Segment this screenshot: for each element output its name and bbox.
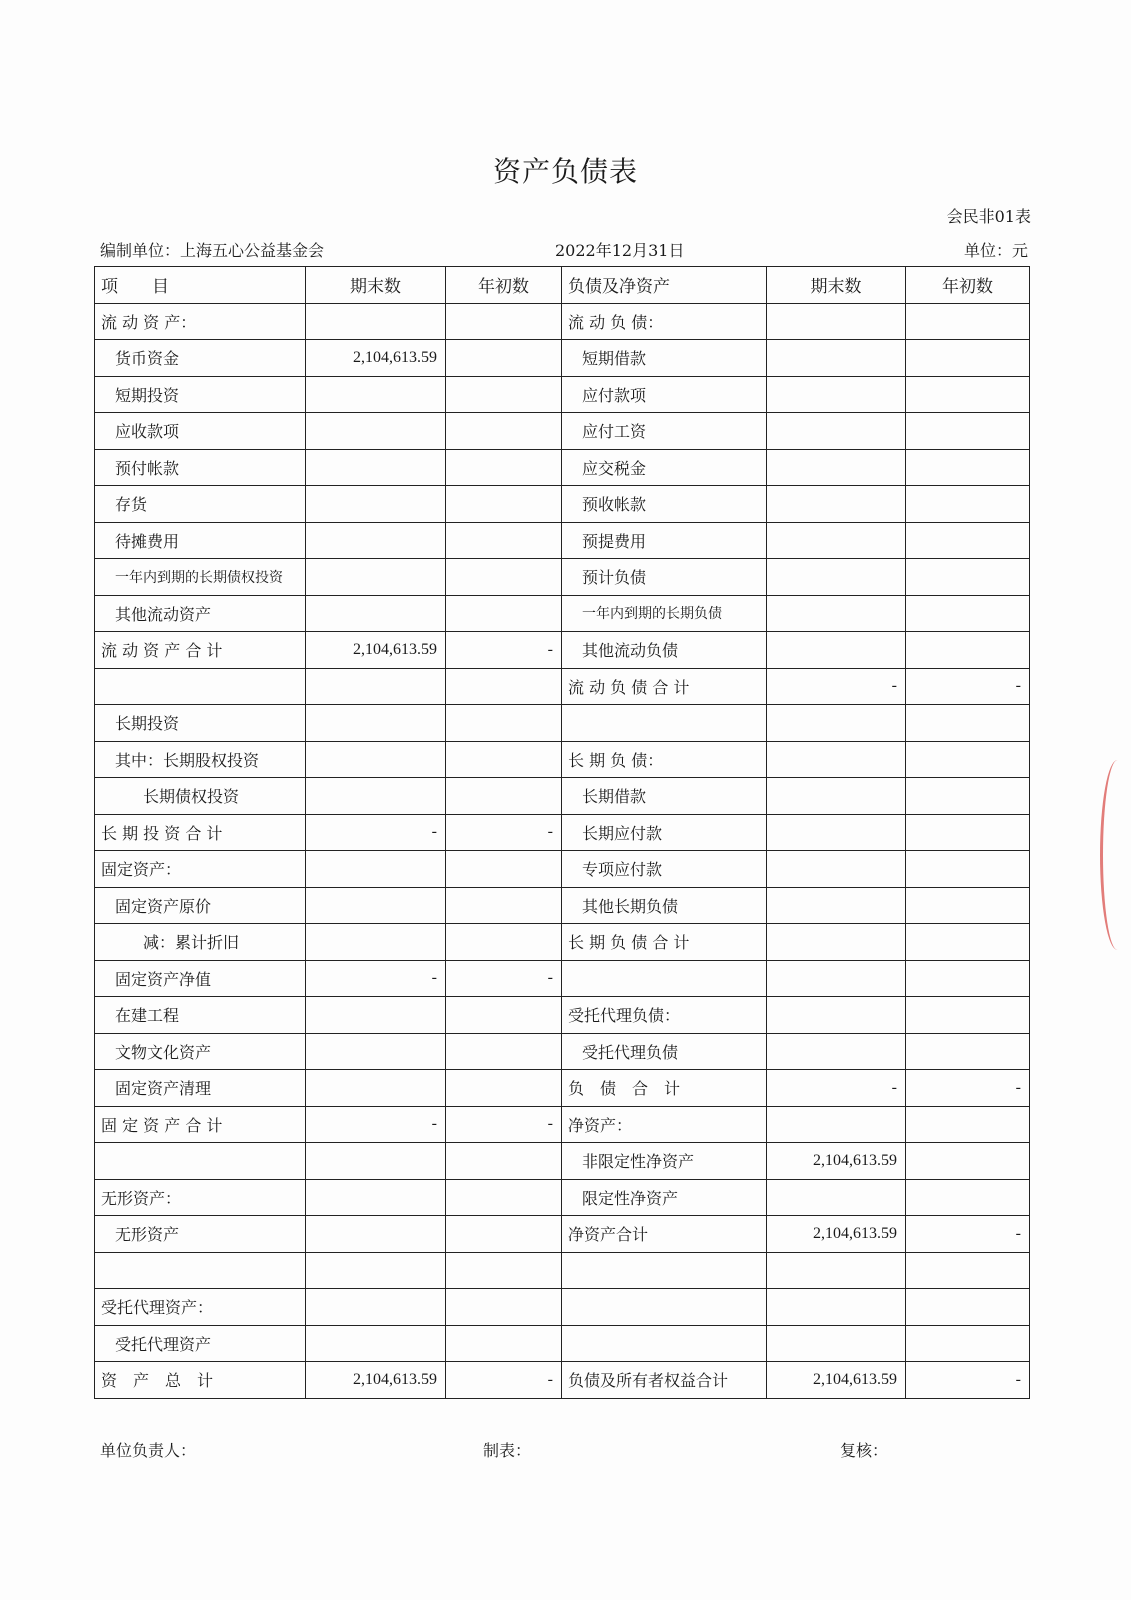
liability-item-label: 预计负债 [562,559,767,596]
liability-end-value [767,997,906,1034]
liability-end-value [767,340,906,377]
liability-end-value [767,1179,906,1216]
asset-begin-value [446,449,562,486]
liability-end-value [767,559,906,596]
asset-begin-value [446,340,562,377]
asset-begin-value [446,1179,562,1216]
liability-item-label: 受托代理负债 [562,1033,767,1070]
asset-end-value [306,851,446,888]
liability-end-value [767,1252,906,1289]
asset-item-label: 资 产 总 计 [95,1362,306,1399]
liability-begin-value [906,741,1030,778]
asset-end-value [306,924,446,961]
asset-item-label: 一年内到期的长期债权投资 [95,559,306,596]
asset-end-value [306,1216,446,1253]
table-row [95,778,1030,815]
asset-item-label: 货币资金 [95,340,306,377]
liability-end-value [767,924,906,961]
asset-end-value: - [306,814,446,851]
asset-item-label: 预付帐款 [95,449,306,486]
asset-item-label: 其中：长期股权投资 [95,741,306,778]
liability-begin-value [906,559,1030,596]
table-row [95,1252,1030,1289]
asset-item-label: 待摊费用 [95,522,306,559]
table-row [95,1143,1030,1180]
asset-item-label: 流 动 资 产： [95,303,306,340]
asset-end-value [306,486,446,523]
liability-end-value [767,486,906,523]
asset-end-value: 2,104,613.59 [306,340,446,377]
liability-begin-value [906,997,1030,1034]
header-liabilities-end: 期末数 [767,267,906,304]
liability-item-label: 其他长期负债 [562,887,767,924]
liability-begin-value [906,778,1030,815]
asset-begin-value [446,924,562,961]
table-row [95,1325,1030,1362]
table-row [95,705,1030,742]
liability-end-value [767,303,906,340]
liability-item-label: 流 动 负 债： [562,303,767,340]
liability-end-value: - [767,668,906,705]
reviewer-label: 复核： [840,1441,889,1460]
liability-item-label: 一年内到期的长期负债 [562,595,767,632]
asset-begin-value: - [446,1362,562,1399]
asset-item-label: 其他流动资产 [95,595,306,632]
liability-begin-value [906,595,1030,632]
asset-end-value [306,522,446,559]
table-row [95,887,1030,924]
liability-item-label: 长期借款 [562,778,767,815]
header-assets-begin: 年初数 [446,267,562,304]
liability-end-value [767,595,906,632]
liability-end-value [767,376,906,413]
liability-item-label: 其他流动负债 [562,632,767,669]
table-row [95,851,1030,888]
table-row [95,741,1030,778]
liability-item-label: 净资产： [562,1106,767,1143]
asset-item-label: 减：累计折旧 [95,924,306,961]
table-row [95,814,1030,851]
table-row [95,1033,1030,1070]
liability-begin-value [906,851,1030,888]
asset-begin-value [446,851,562,888]
liability-item-label: 非限定性净资产 [562,1143,767,1180]
table-row [95,486,1030,523]
report-date: 2022年12月31日 [555,241,685,260]
table-row [95,559,1030,596]
liability-begin-value [906,1143,1030,1180]
asset-begin-value [446,1252,562,1289]
liability-item-label: 预提费用 [562,522,767,559]
asset-item-label [95,1143,306,1180]
liability-begin-value [906,705,1030,742]
asset-end-value [306,1252,446,1289]
table-row [95,960,1030,997]
liability-begin-value [906,1106,1030,1143]
liability-begin-value [906,887,1030,924]
asset-item-label: 固 定 资 产 合 计 [95,1106,306,1143]
asset-item-label: 固定资产清理 [95,1070,306,1107]
liability-begin-value [906,632,1030,669]
table-row [95,997,1030,1034]
table-row [95,1216,1030,1253]
liability-end-value [767,449,906,486]
asset-begin-value [446,303,562,340]
asset-begin-value [446,1216,562,1253]
liability-end-value [767,1325,906,1362]
liability-begin-value [906,1325,1030,1362]
asset-item-label: 短期投资 [95,376,306,413]
asset-begin-value [446,668,562,705]
table-row [95,413,1030,450]
liability-begin-value [906,340,1030,377]
asset-item-label: 长期投资 [95,705,306,742]
liability-item-label: 应交税金 [562,449,767,486]
asset-end-value [306,741,446,778]
asset-item-label: 无形资产： [95,1179,306,1216]
asset-item-label: 固定资产净值 [95,960,306,997]
asset-begin-value [446,887,562,924]
form-code: 会民非01表 [946,207,1031,226]
asset-item-label [95,668,306,705]
liability-item-label: 应付工资 [562,413,767,450]
asset-item-label [95,1252,306,1289]
header-liabilities-item: 负债及净资产 [562,267,767,304]
liability-begin-value [906,1033,1030,1070]
asset-begin-value: - [446,814,562,851]
responsible-person-label: 单位负责人： [100,1441,197,1460]
liability-item-label: 净资产合计 [562,1216,767,1253]
asset-end-value [306,997,446,1034]
asset-begin-value [446,778,562,815]
liability-end-value: 2,104,613.59 [767,1362,906,1399]
liability-item-label [562,960,767,997]
header-assets-item: 项 目 [95,267,306,304]
asset-begin-value: - [446,960,562,997]
balance-sheet-table [94,266,1030,1399]
asset-begin-value [446,1033,562,1070]
liability-end-value: 2,104,613.59 [767,1143,906,1180]
asset-item-label: 应收款项 [95,413,306,450]
asset-begin-value [446,997,562,1034]
liability-item-label: 短期借款 [562,340,767,377]
header-assets-end: 期末数 [306,267,446,304]
asset-begin-value: - [446,632,562,669]
liability-begin-value [906,376,1030,413]
asset-item-label: 受托代理资产 [95,1325,306,1362]
document-title: 资产负债表 [492,155,638,188]
liability-end-value [767,1106,906,1143]
seal-stamp-edge [1100,760,1129,950]
asset-end-value: 2,104,613.59 [306,632,446,669]
preparer-label: 制表： [483,1441,532,1460]
liability-begin-value [906,960,1030,997]
asset-begin-value [446,741,562,778]
liability-begin-value [906,413,1030,450]
asset-end-value: 2,104,613.59 [306,1362,446,1399]
asset-item-label: 存货 [95,486,306,523]
asset-end-value [306,413,446,450]
table-row [95,1289,1030,1326]
asset-begin-value [446,486,562,523]
liability-begin-value [906,1179,1030,1216]
asset-item-label: 固定资产原价 [95,887,306,924]
liability-item-label: 专项应付款 [562,851,767,888]
asset-end-value [306,1179,446,1216]
liability-end-value [767,522,906,559]
table-row [95,668,1030,705]
liability-item-label: 长 期 负 债： [562,741,767,778]
asset-begin-value [446,376,562,413]
asset-end-value [306,778,446,815]
asset-item-label: 流 动 资 产 合 计 [95,632,306,669]
liability-end-value [767,1289,906,1326]
asset-item-label: 受托代理资产： [95,1289,306,1326]
liability-begin-value: - [906,1362,1030,1399]
liability-end-value [767,1033,906,1070]
liability-item-label: 长期应付款 [562,814,767,851]
asset-end-value [306,705,446,742]
org-label: 编制单位：上海五心公益基金会 [100,241,325,260]
asset-end-value [306,376,446,413]
asset-end-value [306,1143,446,1180]
table-row [95,449,1030,486]
asset-begin-value [446,1143,562,1180]
asset-end-value [306,559,446,596]
asset-begin-value [446,595,562,632]
liability-item-label: 应付款项 [562,376,767,413]
liability-begin-value [906,449,1030,486]
liability-begin-value [906,486,1030,523]
table-row [95,632,1030,669]
liability-item-label [562,1252,767,1289]
liability-end-value: 2,104,613.59 [767,1216,906,1253]
liability-end-value [767,814,906,851]
liability-begin-value: - [906,668,1030,705]
table-row [95,303,1030,340]
asset-begin-value [446,1070,562,1107]
asset-begin-value [446,413,562,450]
asset-end-value [306,1070,446,1107]
liability-item-label: 负债及所有者权益合计 [562,1362,767,1399]
header-liabilities-begin: 年初数 [906,267,1030,304]
liability-item-label: 受托代理负债： [562,997,767,1034]
asset-end-value [306,303,446,340]
liability-end-value [767,960,906,997]
liability-end-value: - [767,1070,906,1107]
liability-item-label [562,1325,767,1362]
table-row [95,522,1030,559]
asset-begin-value [446,522,562,559]
currency-unit: 单位：元 [963,241,1028,260]
liability-begin-value [906,1289,1030,1326]
asset-item-label: 长 期 投 资 合 计 [95,814,306,851]
asset-end-value [306,1289,446,1326]
table-row [95,1070,1030,1107]
table-row [95,340,1030,377]
liability-begin-value [906,924,1030,961]
liability-item-label: 预收帐款 [562,486,767,523]
asset-item-label: 长期债权投资 [95,778,306,815]
liability-item-label: 负 债 合 计 [562,1070,767,1107]
liability-item-label: 限定性净资产 [562,1179,767,1216]
liability-item-label [562,705,767,742]
asset-begin-value [446,705,562,742]
asset-end-value: - [306,1106,446,1143]
asset-begin-value: - [446,1106,562,1143]
liability-end-value [767,741,906,778]
asset-end-value [306,1033,446,1070]
liability-begin-value [906,522,1030,559]
balance-sheet-body [95,303,1030,1398]
asset-item-label: 无形资产 [95,1216,306,1253]
asset-item-label: 在建工程 [95,997,306,1034]
asset-end-value [306,1325,446,1362]
table-row [95,924,1030,961]
asset-end-value [306,887,446,924]
signature-footer [100,1438,1028,1462]
liability-begin-value: - [906,1070,1030,1107]
asset-end-value: - [306,960,446,997]
liability-begin-value [906,303,1030,340]
asset-item-label: 文物文化资产 [95,1033,306,1070]
liability-end-value [767,887,906,924]
liability-end-value [767,632,906,669]
liability-begin-value [906,814,1030,851]
asset-begin-value [446,559,562,596]
asset-begin-value [446,1325,562,1362]
table-row [95,1179,1030,1216]
liability-end-value [767,705,906,742]
liability-begin-value: - [906,1216,1030,1253]
table-header-row [95,267,1030,304]
table-row [95,1106,1030,1143]
asset-end-value [306,449,446,486]
liability-end-value [767,778,906,815]
asset-end-value [306,668,446,705]
table-row [95,1362,1030,1399]
table-row [95,376,1030,413]
asset-end-value [306,595,446,632]
asset-begin-value [446,1289,562,1326]
liability-item-label: 长 期 负 债 合 计 [562,924,767,961]
liability-end-value [767,851,906,888]
document-meta [100,238,1028,262]
asset-item-label: 固定资产： [95,851,306,888]
table-row [95,595,1030,632]
liability-end-value [767,413,906,450]
liability-item-label [562,1289,767,1326]
liability-begin-value [906,1252,1030,1289]
liability-item-label: 流 动 负 债 合 计 [562,668,767,705]
